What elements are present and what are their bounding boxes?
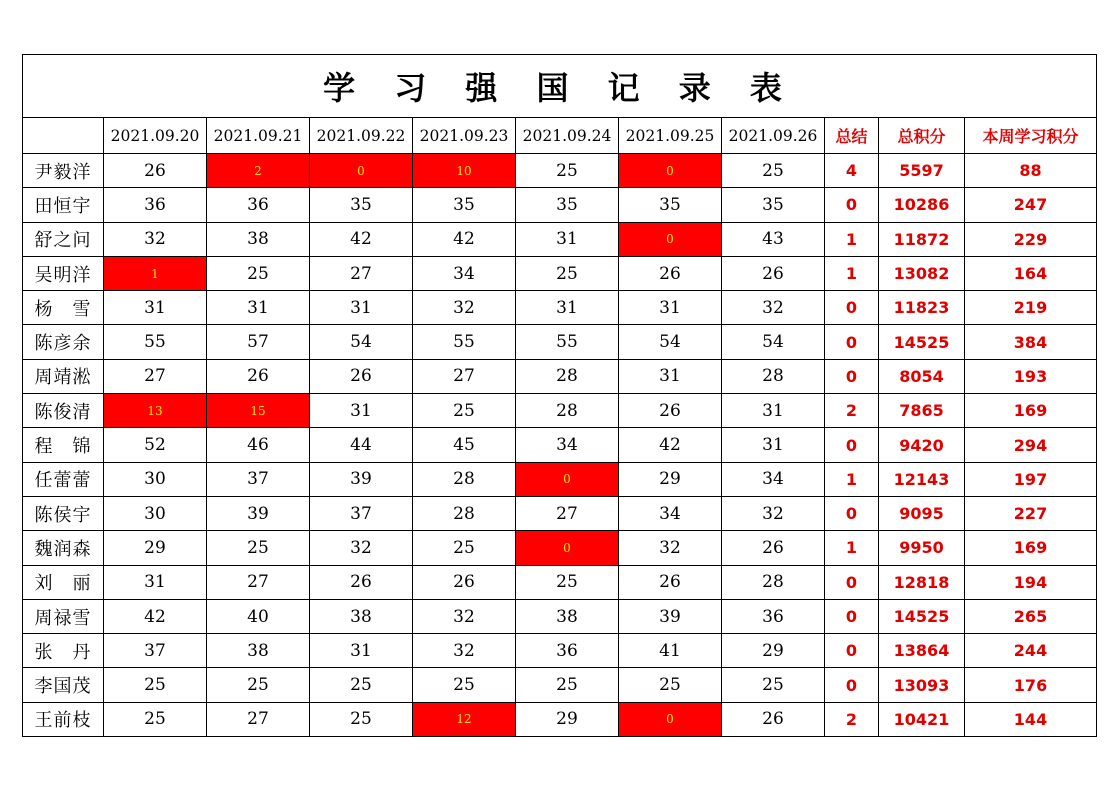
header-date-2: 2021.09.21 xyxy=(207,118,310,154)
day-score: 25 xyxy=(413,668,516,702)
member-name: 吴明洋 xyxy=(23,256,104,290)
total-value: 12818 xyxy=(879,565,965,599)
day-score: 26 xyxy=(413,565,516,599)
day-score: 31 xyxy=(722,394,825,428)
week-value: 194 xyxy=(965,565,1097,599)
day-score: 30 xyxy=(104,462,207,496)
day-score: 42 xyxy=(104,599,207,633)
day-score: 29 xyxy=(516,702,619,736)
day-score: 54 xyxy=(722,325,825,359)
total-value: 9095 xyxy=(879,496,965,530)
total-value: 13082 xyxy=(879,256,965,290)
header-row xyxy=(23,118,1097,154)
day-score: 32 xyxy=(413,634,516,668)
day-score: 31 xyxy=(207,291,310,325)
table-row xyxy=(23,394,1097,428)
member-name: 魏润森 xyxy=(23,531,104,565)
table-row xyxy=(23,668,1097,702)
day-score: 37 xyxy=(207,462,310,496)
day-score: 28 xyxy=(413,496,516,530)
table-row xyxy=(23,291,1097,325)
day-score: 0 xyxy=(516,531,619,565)
day-score: 15 xyxy=(207,394,310,428)
day-score: 54 xyxy=(310,325,413,359)
day-score: 31 xyxy=(516,222,619,256)
day-score: 42 xyxy=(310,222,413,256)
header-date-7: 2021.09.26 xyxy=(722,118,825,154)
day-score: 28 xyxy=(413,462,516,496)
table-row xyxy=(23,462,1097,496)
day-score: 26 xyxy=(722,256,825,290)
day-score: 38 xyxy=(310,599,413,633)
day-score: 42 xyxy=(619,428,722,462)
day-score: 40 xyxy=(207,599,310,633)
day-score: 55 xyxy=(413,325,516,359)
day-score: 25 xyxy=(619,668,722,702)
summary-value: 0 xyxy=(825,325,879,359)
day-score: 26 xyxy=(310,565,413,599)
day-score: 28 xyxy=(722,359,825,393)
total-value: 12143 xyxy=(879,462,965,496)
day-score: 32 xyxy=(104,222,207,256)
day-score: 31 xyxy=(619,359,722,393)
day-score: 25 xyxy=(207,531,310,565)
member-name: 杨 雪 xyxy=(23,291,104,325)
total-value: 14525 xyxy=(879,599,965,633)
title-row xyxy=(23,55,1097,118)
week-value: 169 xyxy=(965,394,1097,428)
day-score: 31 xyxy=(310,394,413,428)
total-value: 14525 xyxy=(879,325,965,359)
day-score: 32 xyxy=(413,599,516,633)
week-value: 197 xyxy=(965,462,1097,496)
day-score: 45 xyxy=(413,428,516,462)
day-score: 26 xyxy=(619,256,722,290)
day-score: 31 xyxy=(310,634,413,668)
table-row xyxy=(23,634,1097,668)
day-score: 27 xyxy=(310,256,413,290)
day-score: 26 xyxy=(619,565,722,599)
day-score: 0 xyxy=(310,154,413,188)
summary-value: 4 xyxy=(825,154,879,188)
table-row xyxy=(23,256,1097,290)
day-score: 55 xyxy=(104,325,207,359)
total-value: 13093 xyxy=(879,668,965,702)
day-score: 0 xyxy=(516,462,619,496)
member-name: 舒之问 xyxy=(23,222,104,256)
day-score: 12 xyxy=(413,702,516,736)
header-name xyxy=(23,118,104,154)
summary-value: 1 xyxy=(825,462,879,496)
summary-value: 0 xyxy=(825,496,879,530)
day-score: 26 xyxy=(104,154,207,188)
table-row xyxy=(23,565,1097,599)
header-total: 总积分 xyxy=(879,118,965,154)
day-score: 2 xyxy=(207,154,310,188)
summary-value: 0 xyxy=(825,428,879,462)
day-score: 25 xyxy=(516,154,619,188)
day-score: 29 xyxy=(104,531,207,565)
table-title: 学 习 强 国 记 录 表 xyxy=(23,55,1097,118)
day-score: 28 xyxy=(516,394,619,428)
total-value: 11823 xyxy=(879,291,965,325)
day-score: 25 xyxy=(516,565,619,599)
day-score: 26 xyxy=(207,359,310,393)
day-score: 54 xyxy=(619,325,722,359)
day-score: 32 xyxy=(722,291,825,325)
summary-value: 0 xyxy=(825,565,879,599)
summary-value: 1 xyxy=(825,256,879,290)
day-score: 38 xyxy=(516,599,619,633)
day-score: 46 xyxy=(207,428,310,462)
total-value: 5597 xyxy=(879,154,965,188)
table-row xyxy=(23,154,1097,188)
table-row xyxy=(23,222,1097,256)
total-value: 11872 xyxy=(879,222,965,256)
member-name: 王前枝 xyxy=(23,702,104,736)
member-name: 李国茂 xyxy=(23,668,104,702)
summary-value: 0 xyxy=(825,634,879,668)
total-value: 8054 xyxy=(879,359,965,393)
member-name: 尹毅洋 xyxy=(23,154,104,188)
day-score: 25 xyxy=(310,702,413,736)
day-score: 27 xyxy=(104,359,207,393)
day-score: 26 xyxy=(619,394,722,428)
day-score: 28 xyxy=(516,359,619,393)
day-score: 39 xyxy=(207,496,310,530)
total-value: 9950 xyxy=(879,531,965,565)
day-score: 35 xyxy=(722,188,825,222)
day-score: 26 xyxy=(310,359,413,393)
header-date-6: 2021.09.25 xyxy=(619,118,722,154)
day-score: 38 xyxy=(207,222,310,256)
summary-value: 0 xyxy=(825,291,879,325)
member-name: 周靖淞 xyxy=(23,359,104,393)
day-score: 1 xyxy=(104,256,207,290)
member-name: 陈俊清 xyxy=(23,394,104,428)
total-value: 13864 xyxy=(879,634,965,668)
summary-value: 0 xyxy=(825,188,879,222)
day-score: 27 xyxy=(516,496,619,530)
day-score: 39 xyxy=(619,599,722,633)
member-name: 周禄雪 xyxy=(23,599,104,633)
day-score: 31 xyxy=(104,291,207,325)
day-score: 41 xyxy=(619,634,722,668)
summary-value: 1 xyxy=(825,222,879,256)
summary-value: 1 xyxy=(825,531,879,565)
day-score: 29 xyxy=(722,634,825,668)
day-score: 0 xyxy=(619,702,722,736)
day-score: 44 xyxy=(310,428,413,462)
member-name: 陈彦余 xyxy=(23,325,104,359)
summary-value: 0 xyxy=(825,668,879,702)
day-score: 0 xyxy=(619,154,722,188)
day-score: 32 xyxy=(310,531,413,565)
day-score: 31 xyxy=(722,428,825,462)
week-value: 265 xyxy=(965,599,1097,633)
member-name: 任蕾蕾 xyxy=(23,462,104,496)
day-score: 31 xyxy=(104,565,207,599)
header-date-1: 2021.09.20 xyxy=(104,118,207,154)
day-score: 0 xyxy=(619,222,722,256)
member-name: 张 丹 xyxy=(23,634,104,668)
week-value: 247 xyxy=(965,188,1097,222)
day-score: 25 xyxy=(104,702,207,736)
day-score: 31 xyxy=(516,291,619,325)
day-score: 34 xyxy=(722,462,825,496)
header-summary: 总结 xyxy=(825,118,879,154)
week-value: 229 xyxy=(965,222,1097,256)
day-score: 30 xyxy=(104,496,207,530)
summary-value: 0 xyxy=(825,599,879,633)
day-score: 26 xyxy=(722,531,825,565)
day-score: 10 xyxy=(413,154,516,188)
day-score: 34 xyxy=(619,496,722,530)
week-value: 193 xyxy=(965,359,1097,393)
week-value: 176 xyxy=(965,668,1097,702)
table-row xyxy=(23,531,1097,565)
day-score: 39 xyxy=(310,462,413,496)
table-row xyxy=(23,325,1097,359)
day-score: 35 xyxy=(619,188,722,222)
day-score: 31 xyxy=(310,291,413,325)
day-score: 31 xyxy=(619,291,722,325)
day-score: 28 xyxy=(722,565,825,599)
day-score: 43 xyxy=(722,222,825,256)
week-value: 227 xyxy=(965,496,1097,530)
day-score: 36 xyxy=(516,634,619,668)
day-score: 25 xyxy=(413,531,516,565)
day-score: 25 xyxy=(104,668,207,702)
day-score: 52 xyxy=(104,428,207,462)
week-value: 384 xyxy=(965,325,1097,359)
day-score: 25 xyxy=(207,256,310,290)
day-score: 35 xyxy=(516,188,619,222)
day-score: 25 xyxy=(516,256,619,290)
table-row xyxy=(23,702,1097,736)
week-value: 144 xyxy=(965,702,1097,736)
day-score: 32 xyxy=(722,496,825,530)
total-value: 10421 xyxy=(879,702,965,736)
table-row xyxy=(23,496,1097,530)
day-score: 27 xyxy=(207,702,310,736)
day-score: 55 xyxy=(516,325,619,359)
day-score: 25 xyxy=(516,668,619,702)
summary-value: 2 xyxy=(825,394,879,428)
day-score: 25 xyxy=(722,154,825,188)
week-value: 164 xyxy=(965,256,1097,290)
member-name: 刘 丽 xyxy=(23,565,104,599)
day-score: 27 xyxy=(413,359,516,393)
day-score: 34 xyxy=(516,428,619,462)
day-score: 13 xyxy=(104,394,207,428)
table-row xyxy=(23,359,1097,393)
week-value: 294 xyxy=(965,428,1097,462)
day-score: 36 xyxy=(104,188,207,222)
member-name: 程 锦 xyxy=(23,428,104,462)
week-value: 219 xyxy=(965,291,1097,325)
day-score: 35 xyxy=(310,188,413,222)
total-value: 9420 xyxy=(879,428,965,462)
day-score: 42 xyxy=(413,222,516,256)
member-name: 田恒宇 xyxy=(23,188,104,222)
study-record-table xyxy=(22,54,1097,737)
total-value: 10286 xyxy=(879,188,965,222)
day-score: 36 xyxy=(722,599,825,633)
table-row xyxy=(23,599,1097,633)
day-score: 35 xyxy=(413,188,516,222)
day-score: 25 xyxy=(207,668,310,702)
day-score: 25 xyxy=(722,668,825,702)
header-date-5: 2021.09.24 xyxy=(516,118,619,154)
header-week: 本周学习积分 xyxy=(965,118,1097,154)
day-score: 32 xyxy=(619,531,722,565)
total-value: 7865 xyxy=(879,394,965,428)
table-row xyxy=(23,188,1097,222)
day-score: 29 xyxy=(619,462,722,496)
summary-value: 0 xyxy=(825,359,879,393)
day-score: 38 xyxy=(207,634,310,668)
week-value: 169 xyxy=(965,531,1097,565)
day-score: 57 xyxy=(207,325,310,359)
header-date-4: 2021.09.23 xyxy=(413,118,516,154)
day-score: 32 xyxy=(413,291,516,325)
day-score: 37 xyxy=(310,496,413,530)
day-score: 25 xyxy=(413,394,516,428)
day-score: 34 xyxy=(413,256,516,290)
day-score: 26 xyxy=(722,702,825,736)
day-score: 25 xyxy=(310,668,413,702)
day-score: 36 xyxy=(207,188,310,222)
week-value: 88 xyxy=(965,154,1097,188)
day-score: 27 xyxy=(207,565,310,599)
day-score: 37 xyxy=(104,634,207,668)
summary-value: 2 xyxy=(825,702,879,736)
member-name: 陈侯宇 xyxy=(23,496,104,530)
table-row xyxy=(23,428,1097,462)
week-value: 244 xyxy=(965,634,1097,668)
header-date-3: 2021.09.22 xyxy=(310,118,413,154)
